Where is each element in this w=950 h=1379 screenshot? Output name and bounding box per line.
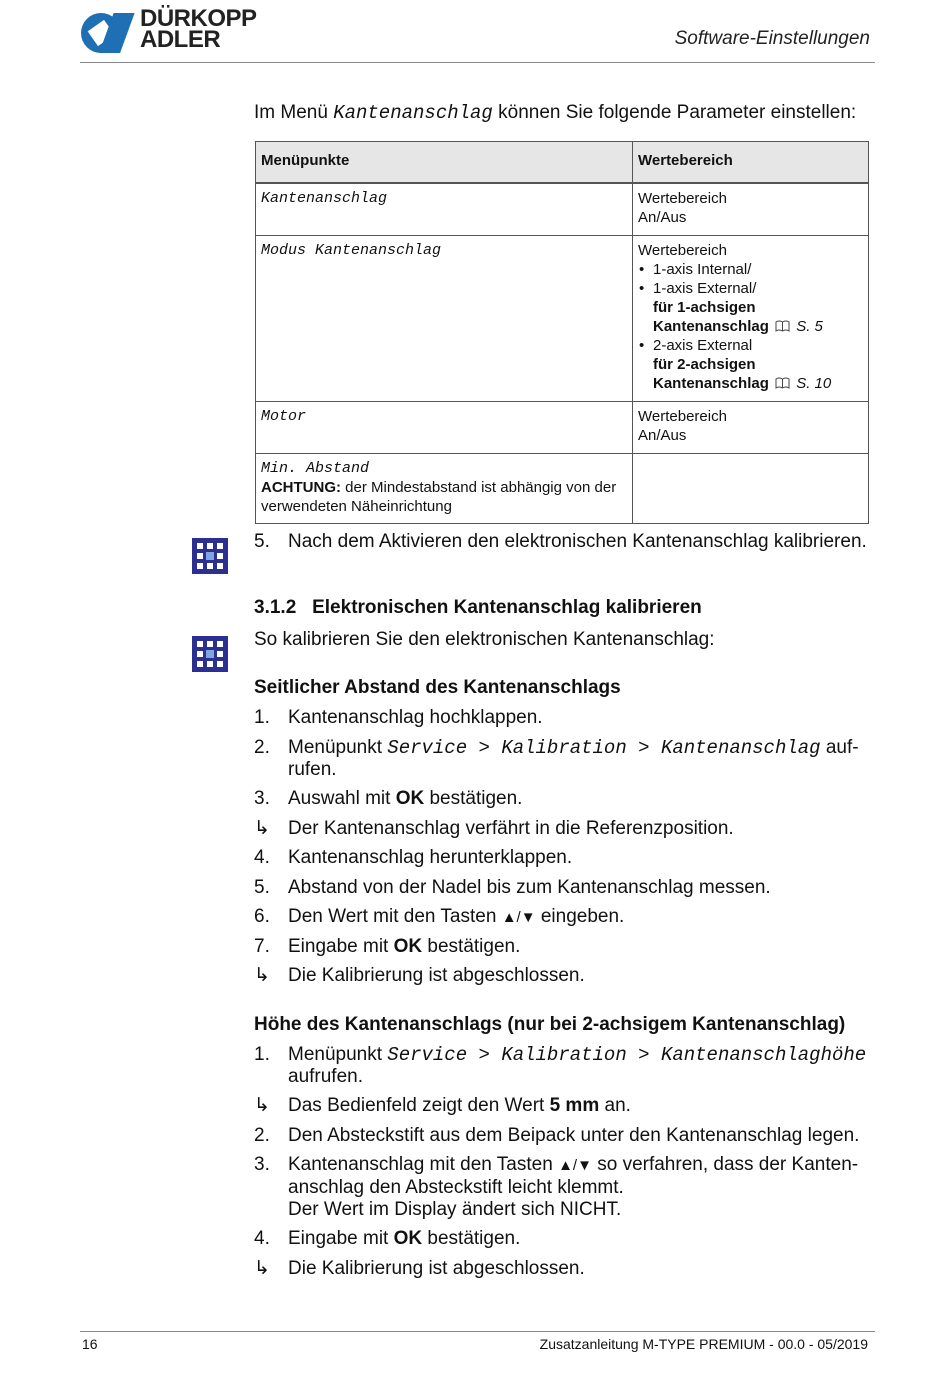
section-heading <box>254 597 702 619</box>
value-range-value: An/Aus <box>638 209 687 226</box>
intro-text <box>254 102 856 124</box>
footer-divider <box>80 1331 875 1332</box>
list-item: 7. Eingabe mit OK bestätigen. <box>254 936 521 957</box>
menu-item-cell <box>256 454 633 524</box>
list-item: 2. Menüpunkt Service > Kalibration > Kantenanschlag auf- rufen. <box>254 737 859 780</box>
option-label: 2-axis External <box>653 337 753 354</box>
menu-item-cell: Kantenanschlag <box>256 184 633 236</box>
value-range-cell <box>633 184 869 236</box>
list-item: • 1-axis Internal/ <box>638 260 863 279</box>
list-item: 5. Abstand von der Nadel bis zum Kantenanschlag messen. <box>254 877 771 898</box>
list-item: 2. Den Absteckstift aus dem Beipack unter den Kantenanschlag legen. <box>254 1125 860 1146</box>
list-item: 3. Auswahl mit OK bestätigen. <box>254 788 523 809</box>
list-item: ↳ Der Kantenanschlag verfährt in die Referenzposition. <box>254 818 734 839</box>
mode-options-list <box>638 260 863 393</box>
page-reference-link[interactable]: S. 10 <box>796 375 832 392</box>
warning-text: der Mindestabstand ist abhängig von der verwendeten Näheinrichtung <box>261 479 617 515</box>
result-arrow-icon: ↳ <box>254 818 270 839</box>
menu-path: Service > Kalibration > Kantenanschlaghöhe <box>387 1044 867 1066</box>
section-intro: So kalibrieren Sie den elektronischen Kantenanschlag: <box>254 629 715 650</box>
brand-line-2: ADLER <box>140 26 221 53</box>
option-note: Kantenanschlag <box>653 375 769 392</box>
table-header-row <box>256 142 869 183</box>
list-item: 5. Nach dem Aktivieren den elektronischen Kantenanschlag kalibrieren. <box>254 531 867 552</box>
column-header-value-range: Wertebereich <box>633 142 869 183</box>
column-header-menu-items: Menüpunkte <box>256 142 633 183</box>
intro-suffix: können Sie folgende Parameter einstellen: <box>498 102 857 123</box>
list-item: ↳ Das Bedienfeld zeigt den Wert 5 mm an. <box>254 1095 631 1116</box>
control-panel-icon <box>192 538 228 574</box>
document-reference: Zusatzanleitung M-TYPE PREMIUM - 00.0 - 05/2019 <box>539 1336 868 1352</box>
table-row <box>256 236 869 402</box>
result-arrow-icon: ↳ <box>254 1095 270 1116</box>
brand-logo <box>80 5 280 54</box>
list-item: 4. Kantenanschlag herunterklappen. <box>254 847 573 868</box>
brand-line-1: DÜRKOPP <box>140 5 257 32</box>
table-row <box>256 402 869 454</box>
table-row <box>256 184 869 236</box>
value-range-title: Wertebereich <box>638 408 727 425</box>
result-arrow-icon: ↳ <box>254 965 270 986</box>
arrow-keys-icon: ▲/▼ <box>558 1157 592 1174</box>
value-range-cell <box>633 454 869 524</box>
subheading-lateral: Seitlicher Abstand des Kantenanschlags <box>254 677 621 698</box>
list-item: ↳ Die Kalibrierung ist abgeschlossen. <box>254 1258 585 1279</box>
list-item: 4. Eingabe mit OK bestätigen. <box>254 1228 521 1249</box>
section-title-text: Elektronischen Kantenanschlag kalibrieren <box>312 597 702 618</box>
warning-note <box>261 478 627 516</box>
subheading-height: Höhe des Kantenanschlags (nur bei 2-achsigem Kantenanschlag) <box>254 1014 846 1035</box>
intro-menu-name: Kantenanschlag <box>333 102 493 124</box>
menu-item-name: Min. Abstand <box>261 460 370 477</box>
control-panel-icon <box>192 636 228 672</box>
list-item <box>638 279 863 336</box>
list-item: ↳ Die Kalibrierung ist abgeschlossen. <box>254 965 585 986</box>
parameter-table <box>255 141 869 524</box>
header-divider <box>80 62 875 63</box>
option-label: 1-axis External/ <box>653 280 757 297</box>
option-note: für 2-achsigen <box>653 356 756 373</box>
book-icon <box>775 320 790 332</box>
list-item: 1. Kantenanschlag hochklappen. <box>254 707 543 728</box>
list-item: 6. Den Wert mit den Tasten ▲/▼ eingeben. <box>254 906 625 927</box>
list-item <box>638 336 863 393</box>
menu-path: Service > Kalibration > Kantenanschlag <box>387 737 821 759</box>
duerkopp-adler-logo-mark-icon <box>80 12 136 54</box>
value-range-cell <box>633 236 869 402</box>
list-item: 3. Kantenanschlag mit den Tasten ▲/▼ so verfahren, dass der Kanten- anschlag den Absteckstift leicht klemmt. Der Wert im Display ändert sich NICHT. <box>254 1154 859 1220</box>
section-number: 3.1.2 <box>254 597 297 618</box>
book-icon <box>775 377 790 389</box>
value-range-cell <box>633 402 869 454</box>
result-arrow-icon: ↳ <box>254 1258 270 1279</box>
menu-item-cell: Modus Kantenanschlag <box>256 236 633 402</box>
value-range-title: Wertebereich <box>638 242 727 259</box>
arrow-keys-icon: ▲/▼ <box>501 909 536 926</box>
warning-label: ACHTUNG: <box>261 479 341 496</box>
page-number: 16 <box>82 1336 98 1352</box>
table-row <box>256 454 869 524</box>
option-note: für 1-achsigen <box>653 299 756 316</box>
option-note: Kantenanschlag <box>653 318 769 335</box>
page-reference-link[interactable]: S. 5 <box>796 318 823 335</box>
list-item: 1. Menüpunkt Service > Kalibration > Kantenanschlaghöhe aufrufen. <box>254 1044 867 1087</box>
intro-prefix: Im Menü <box>254 102 328 123</box>
value-range-title: Wertebereich <box>638 190 727 207</box>
menu-item-cell: Motor <box>256 402 633 454</box>
section-title: Software-Einstellungen <box>674 28 870 49</box>
value-range-value: An/Aus <box>638 427 687 444</box>
